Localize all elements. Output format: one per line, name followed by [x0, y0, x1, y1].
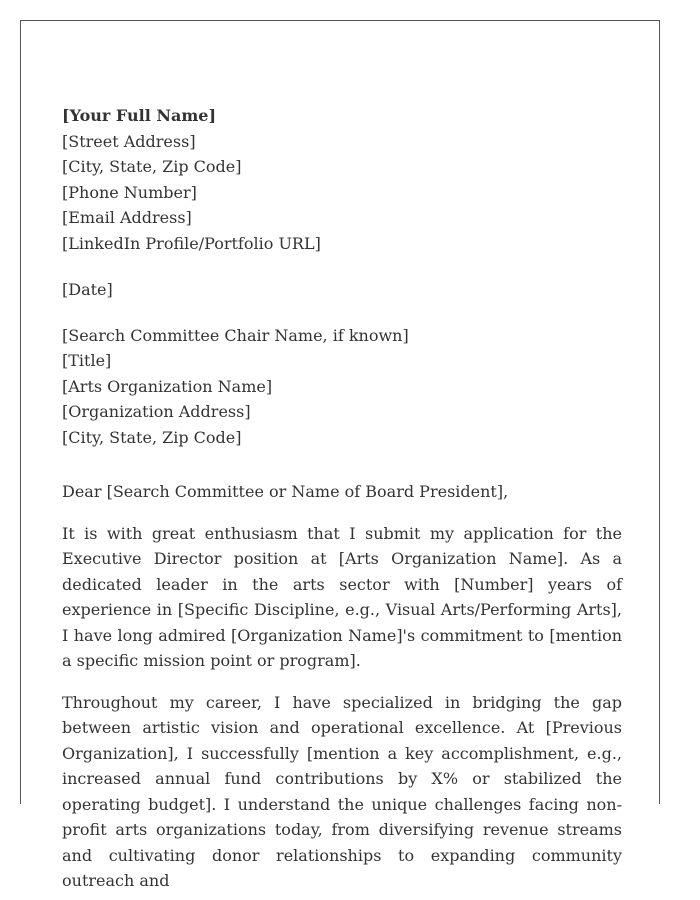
- recipient-city: [City, State, Zip Code]: [62, 427, 242, 447]
- sender-block: [62, 103, 622, 256]
- letter-date: [Date]: [62, 280, 113, 299]
- sender-phone: [Phone Number]: [62, 182, 197, 202]
- recipient-block: [62, 323, 622, 451]
- body-paragraph-2: Throughout my career, I have specialized in bridging the gap between artistic vision and operational excellence. At [Previous Organization], I successfully [mention a key accomplishment, e.g., increased annual fund contributions by X% or stabilized the operating budget]. I understand the unique challenges facing non-profit arts organizations today, from diversifying revenue streams and cultivating donor relationships to expanding community outreach and: [62, 692, 622, 890]
- recipient-org-name: [Arts Organization Name]: [62, 376, 273, 396]
- letter-content: [62, 103, 622, 894]
- recipient-title: [Title]: [62, 351, 112, 370]
- recipient-chair: [Search Committee Chair Name, if known]: [62, 325, 409, 345]
- sender-city: [City, State, Zip Code]: [62, 157, 242, 176]
- salutation-text: Dear [Search Committee or Name of Board President],: [62, 482, 509, 501]
- letter-page: [20, 20, 660, 890]
- sender-street: [Street Address]: [62, 131, 196, 151]
- body-paragraph-1: It is with great enthusiasm that I submit my application for the Executive Director position at [Arts Organization Name]. As a dedicated leader in the arts sector with [Number] years of experience in [Specific Discipline, e.g., Visual Arts/Performing Arts], I have long admired [Organization Name]'s commitment to [mention a specific mission point or program].: [62, 523, 622, 670]
- sender-name: [Your Full Name]: [62, 106, 217, 125]
- salutation: [62, 479, 622, 505]
- sender-email: [Email Address]: [62, 208, 192, 227]
- sender-linkedin: [LinkedIn Profile/Portfolio URL]: [62, 233, 321, 253]
- recipient-org-address: [Organization Address]: [62, 402, 251, 421]
- letter-date-block: [62, 277, 622, 303]
